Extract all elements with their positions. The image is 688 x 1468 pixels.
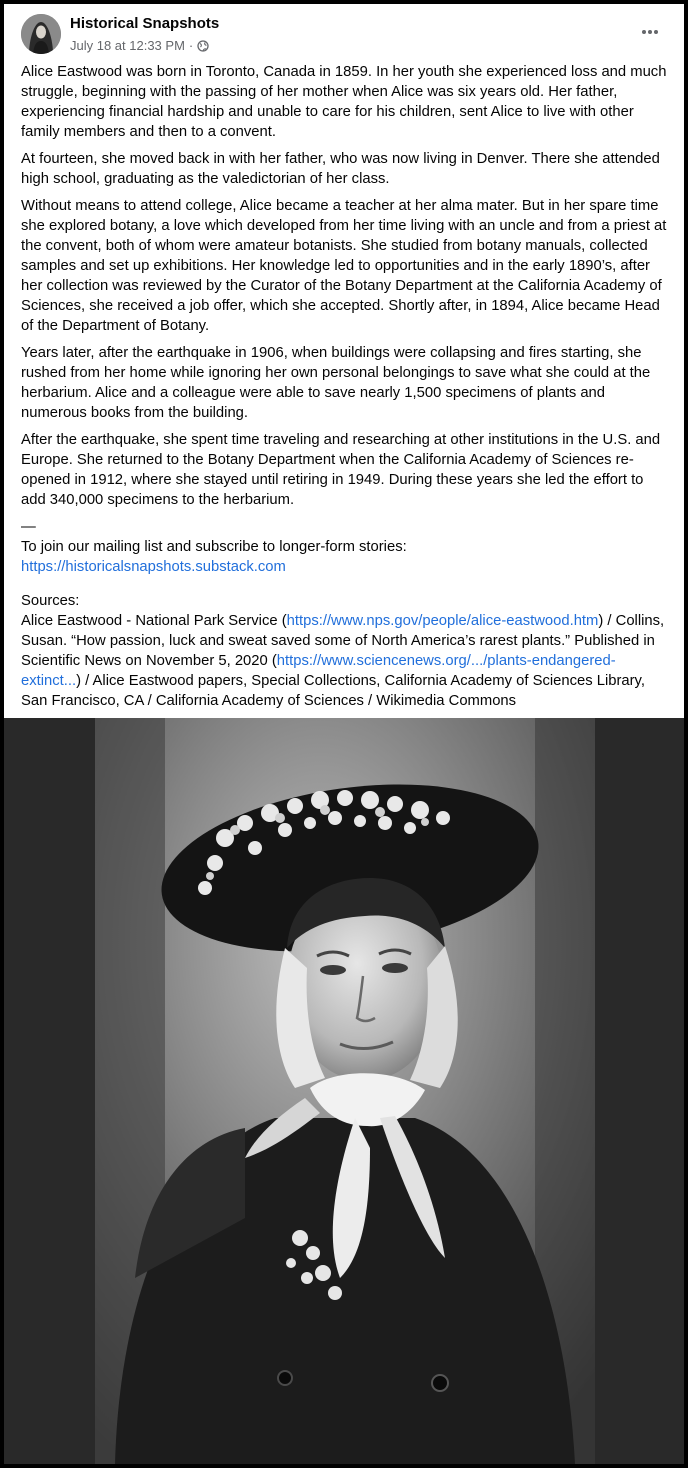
sources-text [21, 611, 671, 711]
sources-label: Sources: [21, 593, 80, 609]
author-name[interactable]: Historical Snapshots [70, 15, 220, 32]
more-horizontal-icon [641, 29, 659, 35]
mailing-list-text: To join our mailing list and subscribe to longer-form stories: [21, 539, 407, 555]
post-card [4, 4, 684, 1464]
source-text: ) / Collins, Susan. “How passion, luck and sweat saved some of North America’s rarest plants.” Published in Scientific News on November 5, 2020 ( [21, 613, 665, 669]
avatar-portrait-icon [21, 14, 61, 54]
globe-icon[interactable] [197, 40, 209, 52]
meta-separator: · [188, 38, 194, 53]
post-paragraph: Alice Eastwood was born in Toronto, Canada in 1859. In her youth she experienced loss and much struggle, beginning with the passing of her mother when Alice was six years old. Her father, experiencing financial hardship and unable to care for his children, sent Alice to live with other family members and then to a convent. [21, 64, 667, 140]
more-options-button[interactable] [634, 20, 666, 44]
post-timestamp[interactable]: July 18 at 12:33 PM [70, 38, 185, 53]
avatar[interactable] [21, 14, 61, 54]
nps-link[interactable]: https://www.nps.gov/people/alice-eastwood.htm [286, 613, 599, 629]
post-photo[interactable] [95, 718, 595, 1464]
post-body [21, 62, 671, 711]
post-meta [70, 38, 209, 53]
divider-dash: — [21, 519, 36, 535]
post-paragraph: At fourteen, she moved back in with her father, who was now living in Denver. There she attended high school, graduating as the valedictorian of her class. [21, 151, 660, 187]
post-paragraph: Years later, after the earthquake in 1906, when buildings were collapsing and fires starting, she rushed from her home while ignoring her own personal belongings to save what she could at the herbarium. Alice and a colleague were able to save nearly 1,500 specimens of plants and numerous books from the building. [21, 345, 651, 421]
post-header [4, 4, 684, 64]
post-photo-area[interactable] [4, 718, 684, 1464]
source-text: ) / Alice Eastwood papers, Special Collections, California Academy of Sciences Library, San Francisco, CA / California Academy of Sciences / Wikimedia Commons [21, 673, 645, 709]
portrait-photo-image [95, 718, 595, 1464]
source-text: Alice Eastwood - National Park Service ( [21, 613, 287, 629]
sciencenews-link[interactable]: https://www.sciencenews.org/.../plants-endangered-extinct... [21, 653, 616, 689]
post-paragraph: After the earthquake, she spent time traveling and researching at other institutions in the U.S. and Europe. She returned to the Botany Department when the California Academy of Sciences re-opened in 1912, where she stayed until retiring in 1949. During these years she led the effort to add 340,000 specimens to the herbarium. [21, 432, 661, 508]
post-paragraph: Without means to attend college, Alice became a teacher at her alma mater. But in her spare time she explored botany, a love which developed from her time living with an uncle and from a priest at the convent, both of whom were amateur botanists. She studied from botany manuals, collected samples and set up exhibitions. Her knowledge led to opportunities and in the early 1890’s, after her collection was reviewed by the Curator of the Botany Department at the California Academy of Sciences, she received a job offer, which she accepted. Shortly after, in 1894, Alice became Head of the Department of Botany. [21, 198, 667, 334]
substack-link[interactable]: https://historicalsnapshots.substack.com [21, 559, 286, 575]
